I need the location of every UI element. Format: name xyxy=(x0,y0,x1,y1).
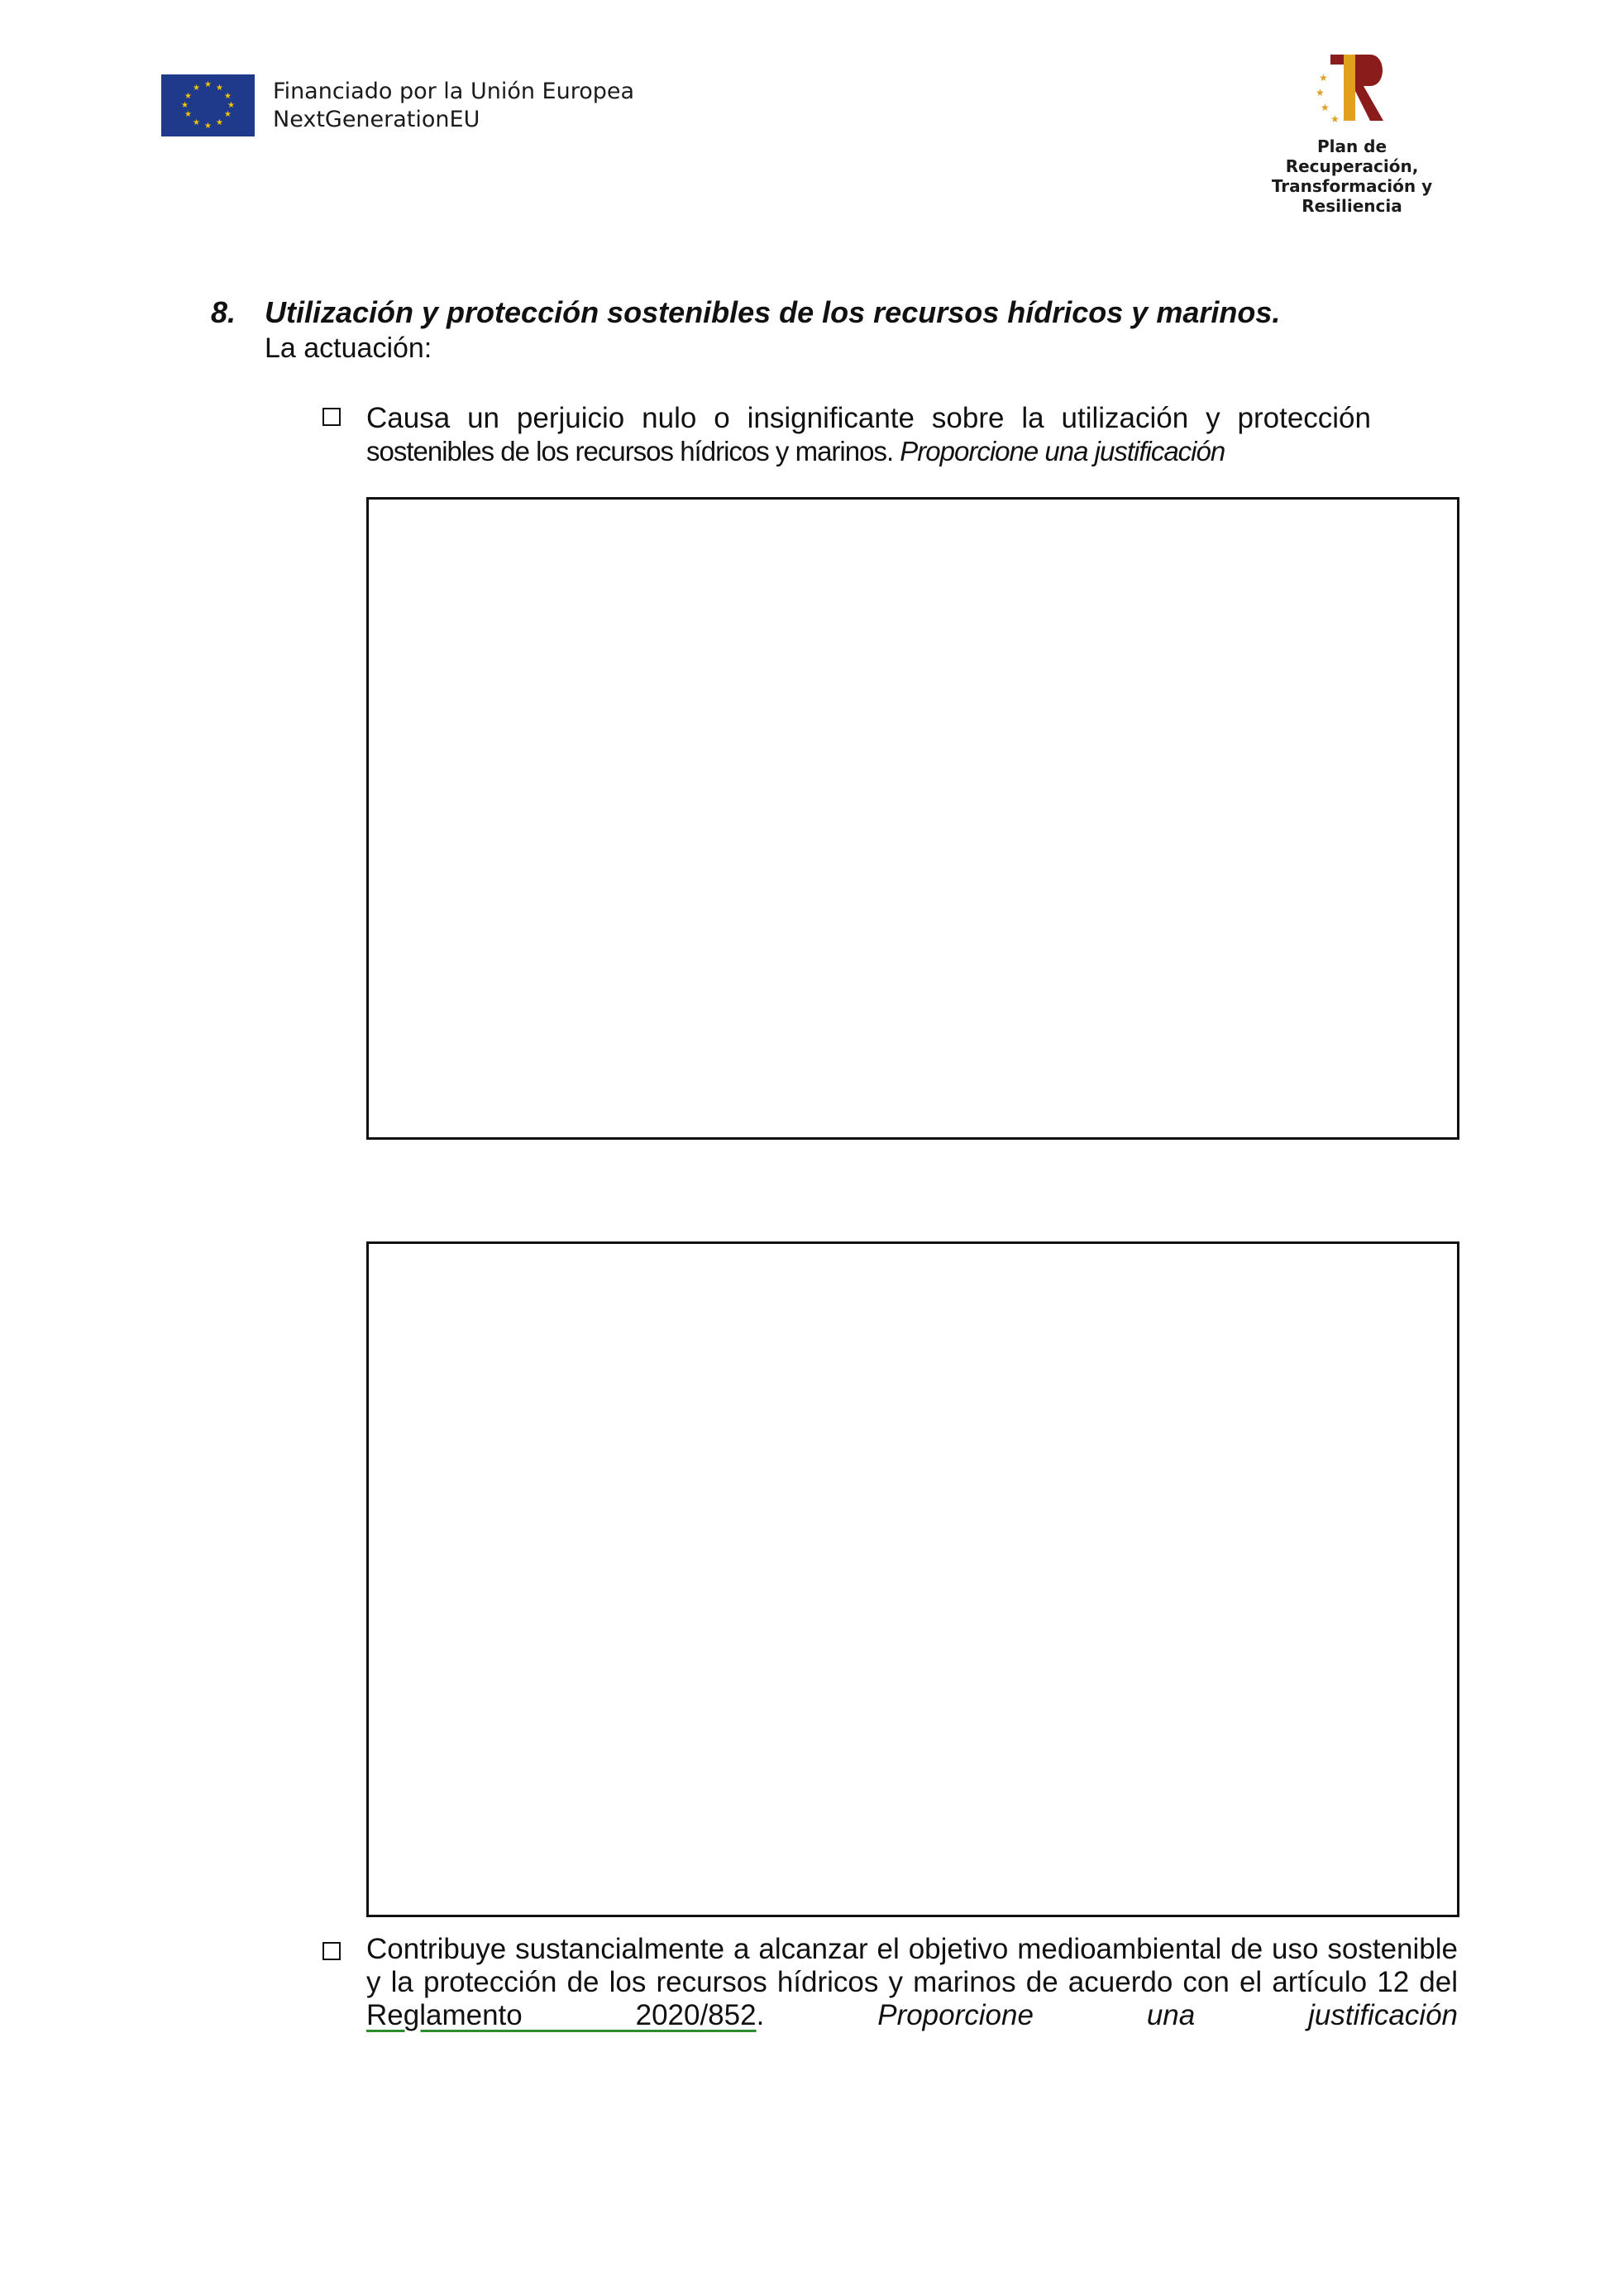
prtr-caption-line2: Transformación y xyxy=(1271,176,1433,196)
eu-funding-logo xyxy=(161,74,634,136)
option2-period: . xyxy=(756,1999,765,2031)
justification-box-2[interactable] xyxy=(366,1241,1459,1917)
prtr-caption xyxy=(1257,136,1447,216)
svg-text:★: ★ xyxy=(1316,87,1325,98)
prtr-caption-line3: Resiliencia xyxy=(1302,196,1402,216)
option1-instruction: Proporcione una justificación xyxy=(900,436,1225,466)
justification-box-1[interactable] xyxy=(366,497,1459,1140)
eu-logo-line2: NextGenerationEU xyxy=(273,106,480,132)
prtr-caption-line1: Plan de Recuperación, xyxy=(1285,136,1419,176)
option1-line2 xyxy=(366,435,1371,468)
section-title: Utilización y protección sostenibles de los recursos hídricos y marinos. xyxy=(265,295,1281,329)
option2-body: Contribuye sustancialmente a alcanzar el objetivo medioambiental de uso sostenible y la protección de los recursos hídricos y marinos de acuerdo con el artículo 12 del xyxy=(366,1933,1458,1998)
option2-checkbox[interactable] xyxy=(322,1942,341,1960)
svg-text:★: ★ xyxy=(1321,102,1330,113)
eu-logo-text xyxy=(273,78,634,134)
option1-text xyxy=(366,402,1371,468)
option2-instruction: Proporcione una justificación xyxy=(877,1999,1459,2031)
svg-text:★: ★ xyxy=(1330,113,1340,125)
section-subtitle: La actuación: xyxy=(265,332,432,364)
section-number: 8. xyxy=(211,295,236,329)
eu-flag-icon: ★ ★ ★ ★ ★ ★ ★ ★ ★ ★ ★ ★ xyxy=(161,74,255,136)
option2-text xyxy=(366,1933,1458,2032)
option1-line2-text: sostenibles de los recursos hídricos y marinos. xyxy=(366,436,894,466)
regulation-link[interactable]: Reglamento 2020/852 xyxy=(366,1999,757,2031)
prtr-logo xyxy=(1257,51,1447,216)
svg-text:★: ★ xyxy=(1319,72,1328,84)
eu-logo-line1: Financiado por la Unión Europea xyxy=(273,78,635,104)
option1-line1: Causa un perjuicio nulo o insignificante sobre la utilización y protección xyxy=(366,402,1371,434)
option1-checkbox[interactable] xyxy=(322,408,341,426)
prtr-mark-icon xyxy=(1311,51,1393,126)
